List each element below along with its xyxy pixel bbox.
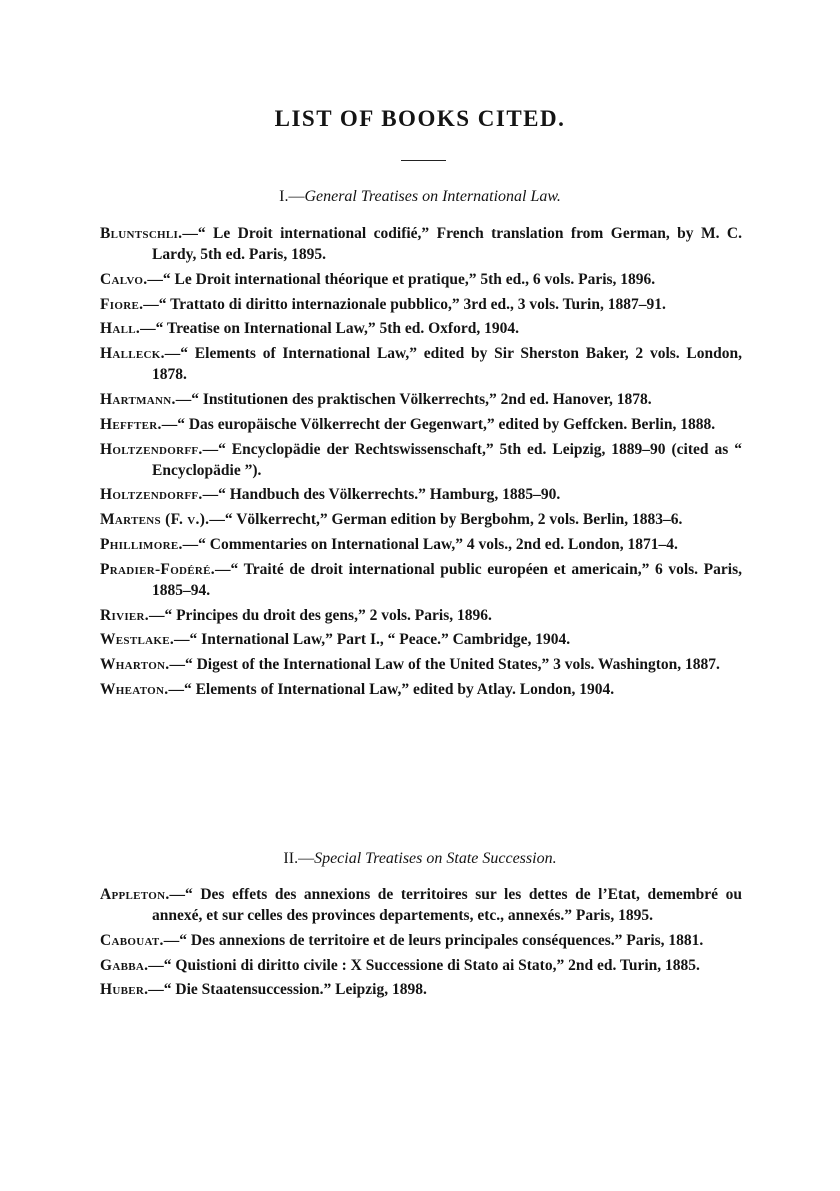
entry-citation: —“ Le Droit international théorique et pratique,” 5th ed., 6 vols. Paris, 1896. (147, 270, 656, 288)
bibliography-entry (100, 318, 742, 339)
bibliography-entry (100, 559, 742, 601)
entry-author: Hall. (100, 320, 141, 338)
bibliography-entry (100, 534, 742, 555)
entry-citation: —“ Trattato di diritto internazionale pubblico,” 3rd ed., 3 vols. Turin, 1887–91. (143, 295, 666, 313)
entry-citation: —“ Elements of International Law,” edited by Atlay. London, 1904. (168, 680, 615, 698)
entry-citation: —“ Völkerrecht,” German edition by Bergbohm, 2 vols. Berlin, 1883–6. (209, 511, 683, 529)
entry-author: Holtzendorff. (100, 486, 203, 504)
entry-author: Bluntschli. (100, 225, 183, 242)
bibliography-entry (100, 294, 742, 315)
entry-citation: —“ Institutionen des praktischen Völkerrechts,” 2nd ed. Hanover, 1878. (175, 390, 652, 408)
entry-author: Martens (F. v.). (100, 511, 210, 529)
entry-author: Hartmann. (100, 390, 176, 408)
special-treatises-list (100, 884, 742, 1004)
section-number: II.— (283, 850, 315, 867)
bibliography-entry (100, 223, 742, 265)
entry-citation: —“ Des annexions de territoire et de leurs principales conséquences.” Paris, 1881. (163, 931, 704, 949)
entry-author: Fiore. (100, 295, 144, 313)
entry-citation: —“ International Law,” Part I., “ Peace.” Cambridge, 1904. (174, 631, 571, 649)
bibliography-entry (100, 955, 742, 976)
bibliography-entry (100, 979, 742, 1000)
entry-author: Holtzendorff. (100, 440, 203, 458)
title-rule (401, 160, 446, 161)
bibliography-entry (100, 930, 742, 951)
entry-citation: —“ Das europäische Völkerrecht der Gegenwart,” edited by Geffcken. Berlin, 1888. (161, 415, 716, 433)
entry-citation: —“ Traité de droit international public européen et americain,” 6 vols. Paris, 1885–94. (152, 560, 742, 599)
entry-citation: —“ Principes du droit des gens,” 2 vols. Paris, 1896. (148, 606, 492, 624)
entry-author: Wharton. (100, 656, 170, 674)
bibliography-entry (100, 343, 742, 385)
entry-author: Phillimore. (100, 535, 183, 553)
entry-author: Rivier. (100, 606, 149, 624)
entry-author: Wheaton. (100, 680, 169, 698)
bibliography-entry (100, 884, 742, 926)
section-heading-text: General Treatises on International Law. (304, 188, 561, 205)
bibliography-entry (100, 605, 742, 626)
page-title: LIST OF BOOKS CITED. (274, 106, 566, 131)
entry-citation: —“ Commentaries on International Law,” 4 vols., 2nd ed. London, 1871–4. (182, 535, 678, 553)
entry-author: Halleck. (100, 345, 165, 363)
entry-citation: —“ Handbuch des Völkerrechts.” Hamburg, 1885–90. (202, 486, 561, 504)
entry-author: Westlake. (100, 631, 175, 649)
bibliography-entry (100, 389, 742, 410)
section-heading-general (0, 188, 840, 206)
bibliography-entry (100, 269, 742, 290)
bibliography-entry (100, 679, 742, 700)
bibliography-entry (100, 414, 742, 435)
entry-citation: —“ Encyclopädie der Rechtswissenschaft,” 5th ed. Leipzig, 1889–90 (cited as “ Encyclopädie ”). (152, 440, 742, 479)
section-heading-special (0, 850, 840, 868)
bibliography-entry (100, 654, 742, 675)
bibliography-entry (100, 439, 742, 481)
entry-citation: —“ Digest of the International Law of the United States,” 3 vols. Washington, 1887. (169, 656, 720, 674)
entry-citation: —“ Le Droit international codifié,” French translation from German, by M. C. Lardy, 5th ed. Paris, 1895. (152, 225, 742, 263)
general-treatises-list (100, 223, 742, 704)
bibliography-entry (100, 484, 742, 505)
bibliography-entry (100, 509, 742, 530)
bibliography-entry (100, 629, 742, 650)
section-heading-text: Special Treatises on State Succession. (314, 850, 557, 867)
entry-author: Gabba. (100, 956, 149, 974)
entry-author: Appleton. (100, 886, 170, 903)
entry-author: Pradier-Fodéré. (100, 560, 215, 578)
entry-author: Heffter. (100, 415, 162, 433)
section-number: I.— (279, 188, 305, 205)
entry-citation: —“ Treatise on International Law,” 5th ed. Oxford, 1904. (140, 320, 519, 338)
entry-author: Cabouat. (100, 931, 164, 949)
entry-citation: —“ Des effets des annexions de territoires sur les dettes de l’Etat, demembré ou annexé, et sur celles des provinces departements, etc., annexés.” Paris, 1895. (152, 886, 742, 924)
entry-citation: —“ Quistioni di diritto civile : X Successione di Stato ai Stato,” 2nd ed. Turin, 1885. (148, 956, 700, 974)
entry-author: Calvo. (100, 270, 148, 288)
entry-author: Huber. (100, 981, 149, 999)
entry-citation: —“ Die Staatensuccession.” Leipzig, 1898. (148, 981, 427, 999)
entry-citation: —“ Elements of International Law,” edited by Sir Sherston Baker, 2 vols. London, 1878. (152, 345, 742, 384)
